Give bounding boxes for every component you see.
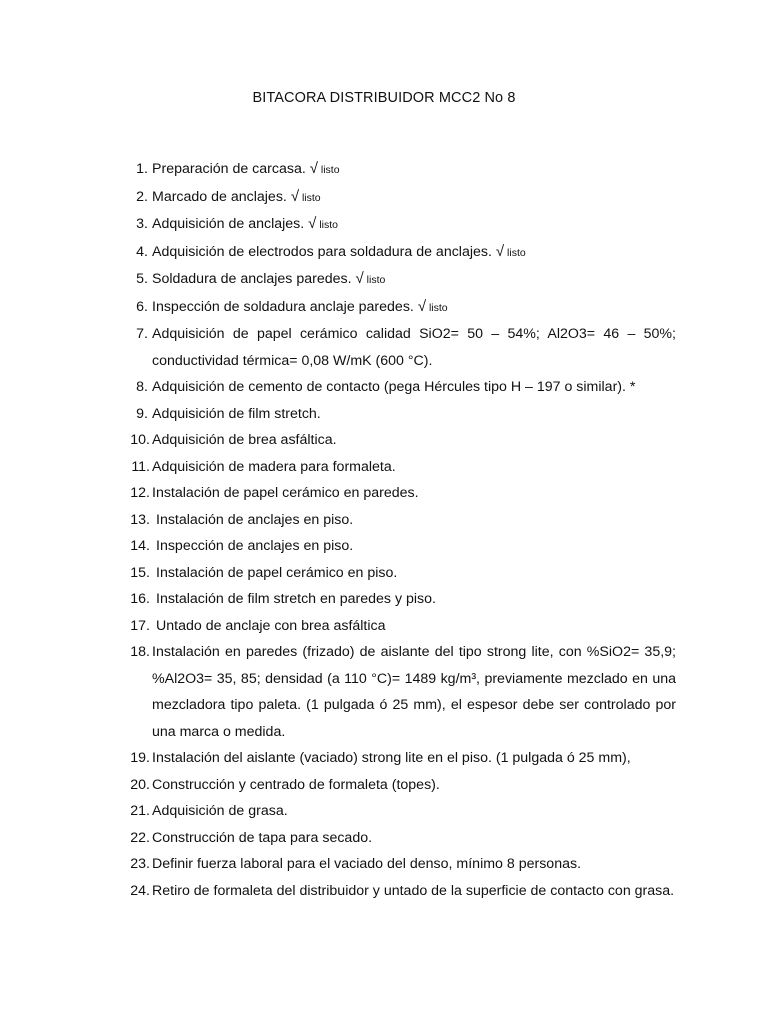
item-label: Untado de anclaje con brea asfáltica [156, 617, 386, 634]
item-number: 9. [136, 405, 148, 422]
item-label: Adquisición de grasa. [152, 803, 288, 819]
item-number: 3. [136, 216, 148, 232]
item-label: Instalación en paredes (frizado) de aislante del tipo strong lite, con %SiO2= 35,9; %Al2O3= 35, 85; densidad (a 110 °C)= 1489 kg/m³, previamente mezclado en una mezcladora tipo paleta. (1 pulgada ó 25 mm), el espesor debe ser controlado por una marca o medida. [152, 644, 676, 740]
item-text [156, 613, 676, 640]
list-item [0, 454, 768, 481]
done-label: listo [426, 301, 448, 314]
list-item [0, 321, 768, 374]
item-text [152, 772, 676, 799]
item-text [152, 639, 676, 745]
item-label: Soldadura de anclajes paredes. [152, 271, 356, 287]
item-number: 14. [130, 538, 150, 554]
list-item [0, 427, 768, 454]
item-label: Retiro de formaleta del distribuidor y untado de la superficie de contacto con grasa. [152, 882, 675, 899]
list-item [0, 507, 768, 534]
list-item [0, 851, 768, 878]
list-item [0, 184, 768, 212]
item-text [152, 454, 676, 481]
list-item [0, 639, 768, 745]
item-number: 17. [130, 617, 150, 634]
item-label: Adquisición de electrodos para soldadura de anclajes. [152, 243, 496, 260]
done-label: listo [317, 164, 340, 176]
item-label: Construcción de tapa para secado. [152, 829, 373, 846]
item-text [156, 586, 676, 613]
item-text [152, 374, 676, 401]
checklist [0, 156, 768, 904]
item-text [152, 239, 676, 267]
item-number: 24. [130, 882, 150, 899]
check-icon: √ [355, 270, 364, 287]
item-text [152, 184, 676, 212]
item-number: 12. [130, 485, 150, 501]
list-item [0, 825, 768, 852]
item-text [152, 294, 676, 322]
item-number: 20. [130, 776, 150, 793]
list-item [0, 586, 768, 613]
check-icon: √ [309, 160, 318, 177]
item-number: 5. [136, 271, 148, 287]
list-item [0, 878, 768, 905]
item-label: Adquisición de cemento de contacto (pega Hércules tipo H – 197 o similar). * [152, 379, 636, 395]
item-label: Construcción y centrado de formaleta (topes). [152, 776, 440, 793]
item-text [152, 825, 676, 852]
list-item [0, 745, 768, 772]
item-label: Marcado de anclajes. [152, 188, 291, 205]
item-text [156, 507, 676, 534]
item-label: Instalación de film stretch en paredes y piso. [156, 591, 436, 607]
done-label: listo [363, 274, 386, 286]
list-item [0, 533, 768, 560]
list-item [0, 401, 768, 428]
item-number: 18. [130, 644, 150, 660]
item-text [152, 798, 676, 825]
item-number: 16. [130, 591, 150, 607]
list-item [0, 266, 768, 294]
item-label: Definir fuerza laboral para el vaciado del denso, mínimo 8 personas. [152, 856, 582, 872]
item-text [152, 211, 676, 239]
list-item [0, 294, 768, 322]
item-label: Adquisición de papel cerámico calidad SiO2= 50 – 54%; Al2O3= 46 – 50%; conductividad térmica= 0,08 W/mK (600 °C). [152, 326, 676, 369]
item-label: Adquisición de madera para formaleta. [152, 458, 396, 475]
document-title: BITACORA DISTRIBUIDOR MCC2 No 8 [252, 90, 516, 106]
done-label: listo [504, 246, 526, 259]
item-label: Instalación del aislante (vaciado) strong lite en el piso. (1 pulgada ó 25 mm), [152, 750, 631, 766]
check-icon: √ [290, 187, 300, 205]
item-number: 1. [136, 161, 148, 177]
item-number: 6. [136, 298, 148, 315]
list-item [0, 772, 768, 799]
list-item [0, 480, 768, 507]
list-item [0, 211, 768, 239]
item-text [152, 156, 676, 184]
item-number: 19. [130, 750, 150, 766]
item-text [156, 533, 676, 560]
item-label: Adquisición de film stretch. [152, 405, 321, 422]
item-label: Instalación de papel cerámico en piso. [156, 564, 398, 581]
item-text [152, 427, 676, 454]
item-text [152, 851, 676, 878]
check-icon: √ [417, 297, 427, 315]
item-number: 15. [130, 564, 150, 581]
item-label: Inspección de anclajes en piso. [156, 538, 354, 554]
item-text [152, 745, 676, 772]
done-label: listo [299, 191, 321, 204]
item-label: Instalación de anclajes en piso. [156, 511, 354, 528]
item-label: Adquisición de brea asfáltica. [152, 432, 337, 448]
item-label: Instalación de papel cerámico en paredes. [152, 485, 419, 501]
item-text [156, 560, 676, 587]
item-number: 21. [130, 803, 150, 819]
item-label: Preparación de carcasa. [152, 161, 310, 177]
list-item [0, 613, 768, 640]
list-item [0, 374, 768, 401]
item-number: 4. [136, 243, 148, 260]
item-number: 8. [136, 379, 148, 395]
item-number: 11. [131, 458, 150, 475]
item-text [152, 321, 676, 374]
item-text [152, 401, 676, 428]
item-text [152, 878, 676, 905]
list-item [0, 560, 768, 587]
item-label: Adquisición de anclajes. [152, 216, 309, 232]
item-label: Inspección de soldadura anclaje paredes. [152, 298, 418, 315]
item-text [152, 266, 676, 294]
item-number: 23. [130, 856, 150, 872]
done-label: listo [316, 219, 338, 231]
list-item [0, 798, 768, 825]
item-number: 10. [130, 432, 150, 448]
item-number: 7. [136, 326, 148, 342]
list-item [0, 156, 768, 184]
item-number: 22. [130, 829, 150, 846]
item-number: 13. [130, 511, 150, 528]
item-number: 2. [136, 188, 148, 205]
list-item [0, 239, 768, 267]
check-icon: √ [495, 242, 505, 260]
item-text [152, 480, 676, 507]
check-icon: √ [308, 215, 317, 232]
